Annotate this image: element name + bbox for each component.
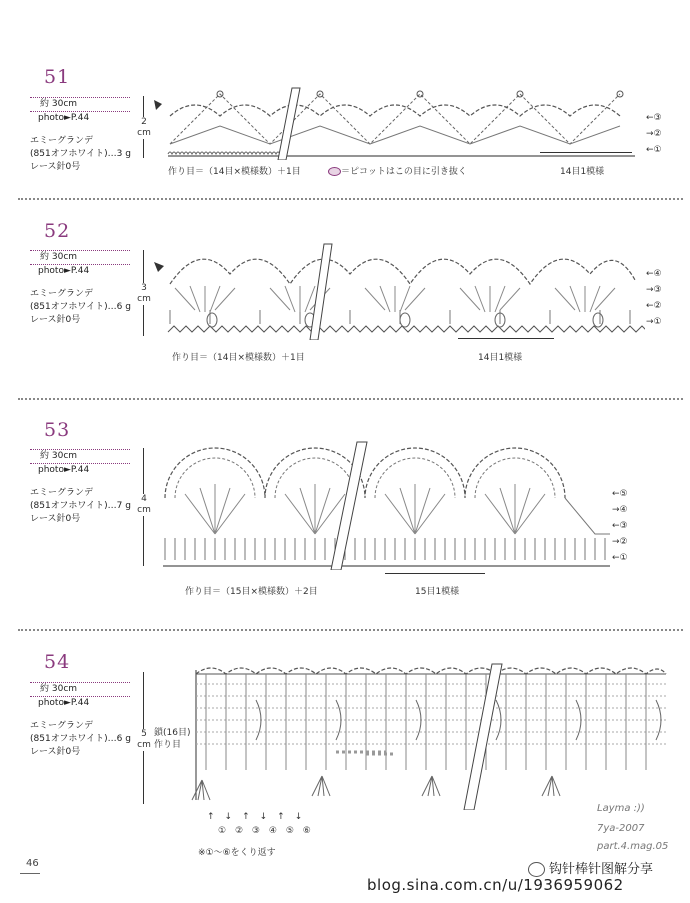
foundation-note: 作り目＝（14目×模様数）＋1目 <box>172 353 305 363</box>
credit-line-2: 7ya-2007 <box>597 823 645 834</box>
crochet-chart-52 <box>150 240 645 340</box>
repeat-label: 14目1模様 <box>478 353 523 363</box>
hook-size: レース針0号 <box>30 315 81 325</box>
section-divider <box>18 198 683 200</box>
pattern-number: 54 <box>44 651 71 673</box>
height-label: 2 cm <box>137 117 151 138</box>
hook-size: レース針0号 <box>30 747 81 757</box>
height-label: 4 cm <box>137 494 151 515</box>
length-label: 約 30cm <box>30 250 130 265</box>
yarn-name: エミーグランデ <box>30 488 94 498</box>
photo-ref: photo►P.44 <box>38 698 90 708</box>
row-markers: ←④ →③ ←② →① <box>646 269 662 327</box>
blog-watermark: blog.sina.com.cn/u/1936959062 <box>367 876 624 894</box>
foundation-note: 作り目＝（14目×模様数）＋1目 <box>168 167 301 177</box>
length-label: 約 30cm <box>30 682 130 697</box>
pattern-info <box>30 682 131 759</box>
pattern-info <box>30 250 131 327</box>
length-label: 約 30cm <box>30 449 130 464</box>
repeat-bracket <box>385 573 485 574</box>
wechat-icon <box>528 862 545 877</box>
pattern-number: 51 <box>44 66 71 88</box>
length-label: 約 30cm <box>30 97 130 112</box>
page-number-rule <box>20 873 40 874</box>
yarn-color-amount: (851オフホワイト)…7 g <box>30 501 131 511</box>
pattern-number: 52 <box>44 220 71 242</box>
credit-line-3: part.4.mag.05 <box>597 841 669 852</box>
yarn-name: エミーグランデ <box>30 136 94 146</box>
crochet-chart-54 <box>186 660 670 810</box>
section-divider <box>18 398 683 400</box>
pattern-info <box>30 449 131 526</box>
crochet-chart-51 <box>150 86 645 160</box>
page-number: 46 <box>26 858 39 869</box>
yarn-name: エミーグランデ <box>30 289 94 299</box>
row-markers: ←⑤ →④ ←③ →② ←① <box>612 489 628 563</box>
repeat-label: 14目1模様 <box>560 167 605 177</box>
repeat-label: 15目1模様 <box>415 587 460 597</box>
credit-line-1: Layma :)) <box>597 803 645 814</box>
foundation-note: 作り目＝（15目×模様数）＋2目 <box>185 587 318 597</box>
direction-arrows: ↑↓↑↓↑↓ <box>207 812 313 822</box>
hook-size: レース針0号 <box>30 514 81 524</box>
chain-label: 鎖(16目) 作り目 <box>154 728 191 750</box>
hook-size: レース針0号 <box>30 162 81 172</box>
repeat-note: ※①～⑥をくり返す <box>198 848 276 858</box>
picot-note: ＝ピコットはこの目に引き抜く <box>328 164 467 177</box>
yarn-color-amount: (851オフホワイト)…6 g <box>30 734 131 744</box>
height-label: 5 cm <box>137 729 151 750</box>
row-sequence: ① ② ③ ④ ⑤ ⑥ <box>218 826 311 836</box>
row-markers: ←③ →② ←① <box>646 113 662 155</box>
repeat-bracket <box>458 338 554 339</box>
wechat-account: 钩针棒针图解分享 <box>528 858 653 877</box>
photo-ref: photo►P.44 <box>38 266 90 276</box>
yarn-color-amount: (851オフホワイト)…3 g <box>30 149 131 159</box>
pattern-info <box>30 97 131 174</box>
picot-icon <box>328 167 341 176</box>
repeat-bracket <box>540 152 632 153</box>
height-label: 3 cm <box>137 283 151 304</box>
photo-ref: photo►P.44 <box>38 465 90 475</box>
yarn-name: エミーグランデ <box>30 721 94 731</box>
pattern-number: 53 <box>44 419 71 441</box>
photo-ref: photo►P.44 <box>38 113 90 123</box>
yarn-color-amount: (851オフホワイト)…6 g <box>30 302 131 312</box>
crochet-chart-53 <box>155 438 615 570</box>
section-divider <box>18 629 683 631</box>
